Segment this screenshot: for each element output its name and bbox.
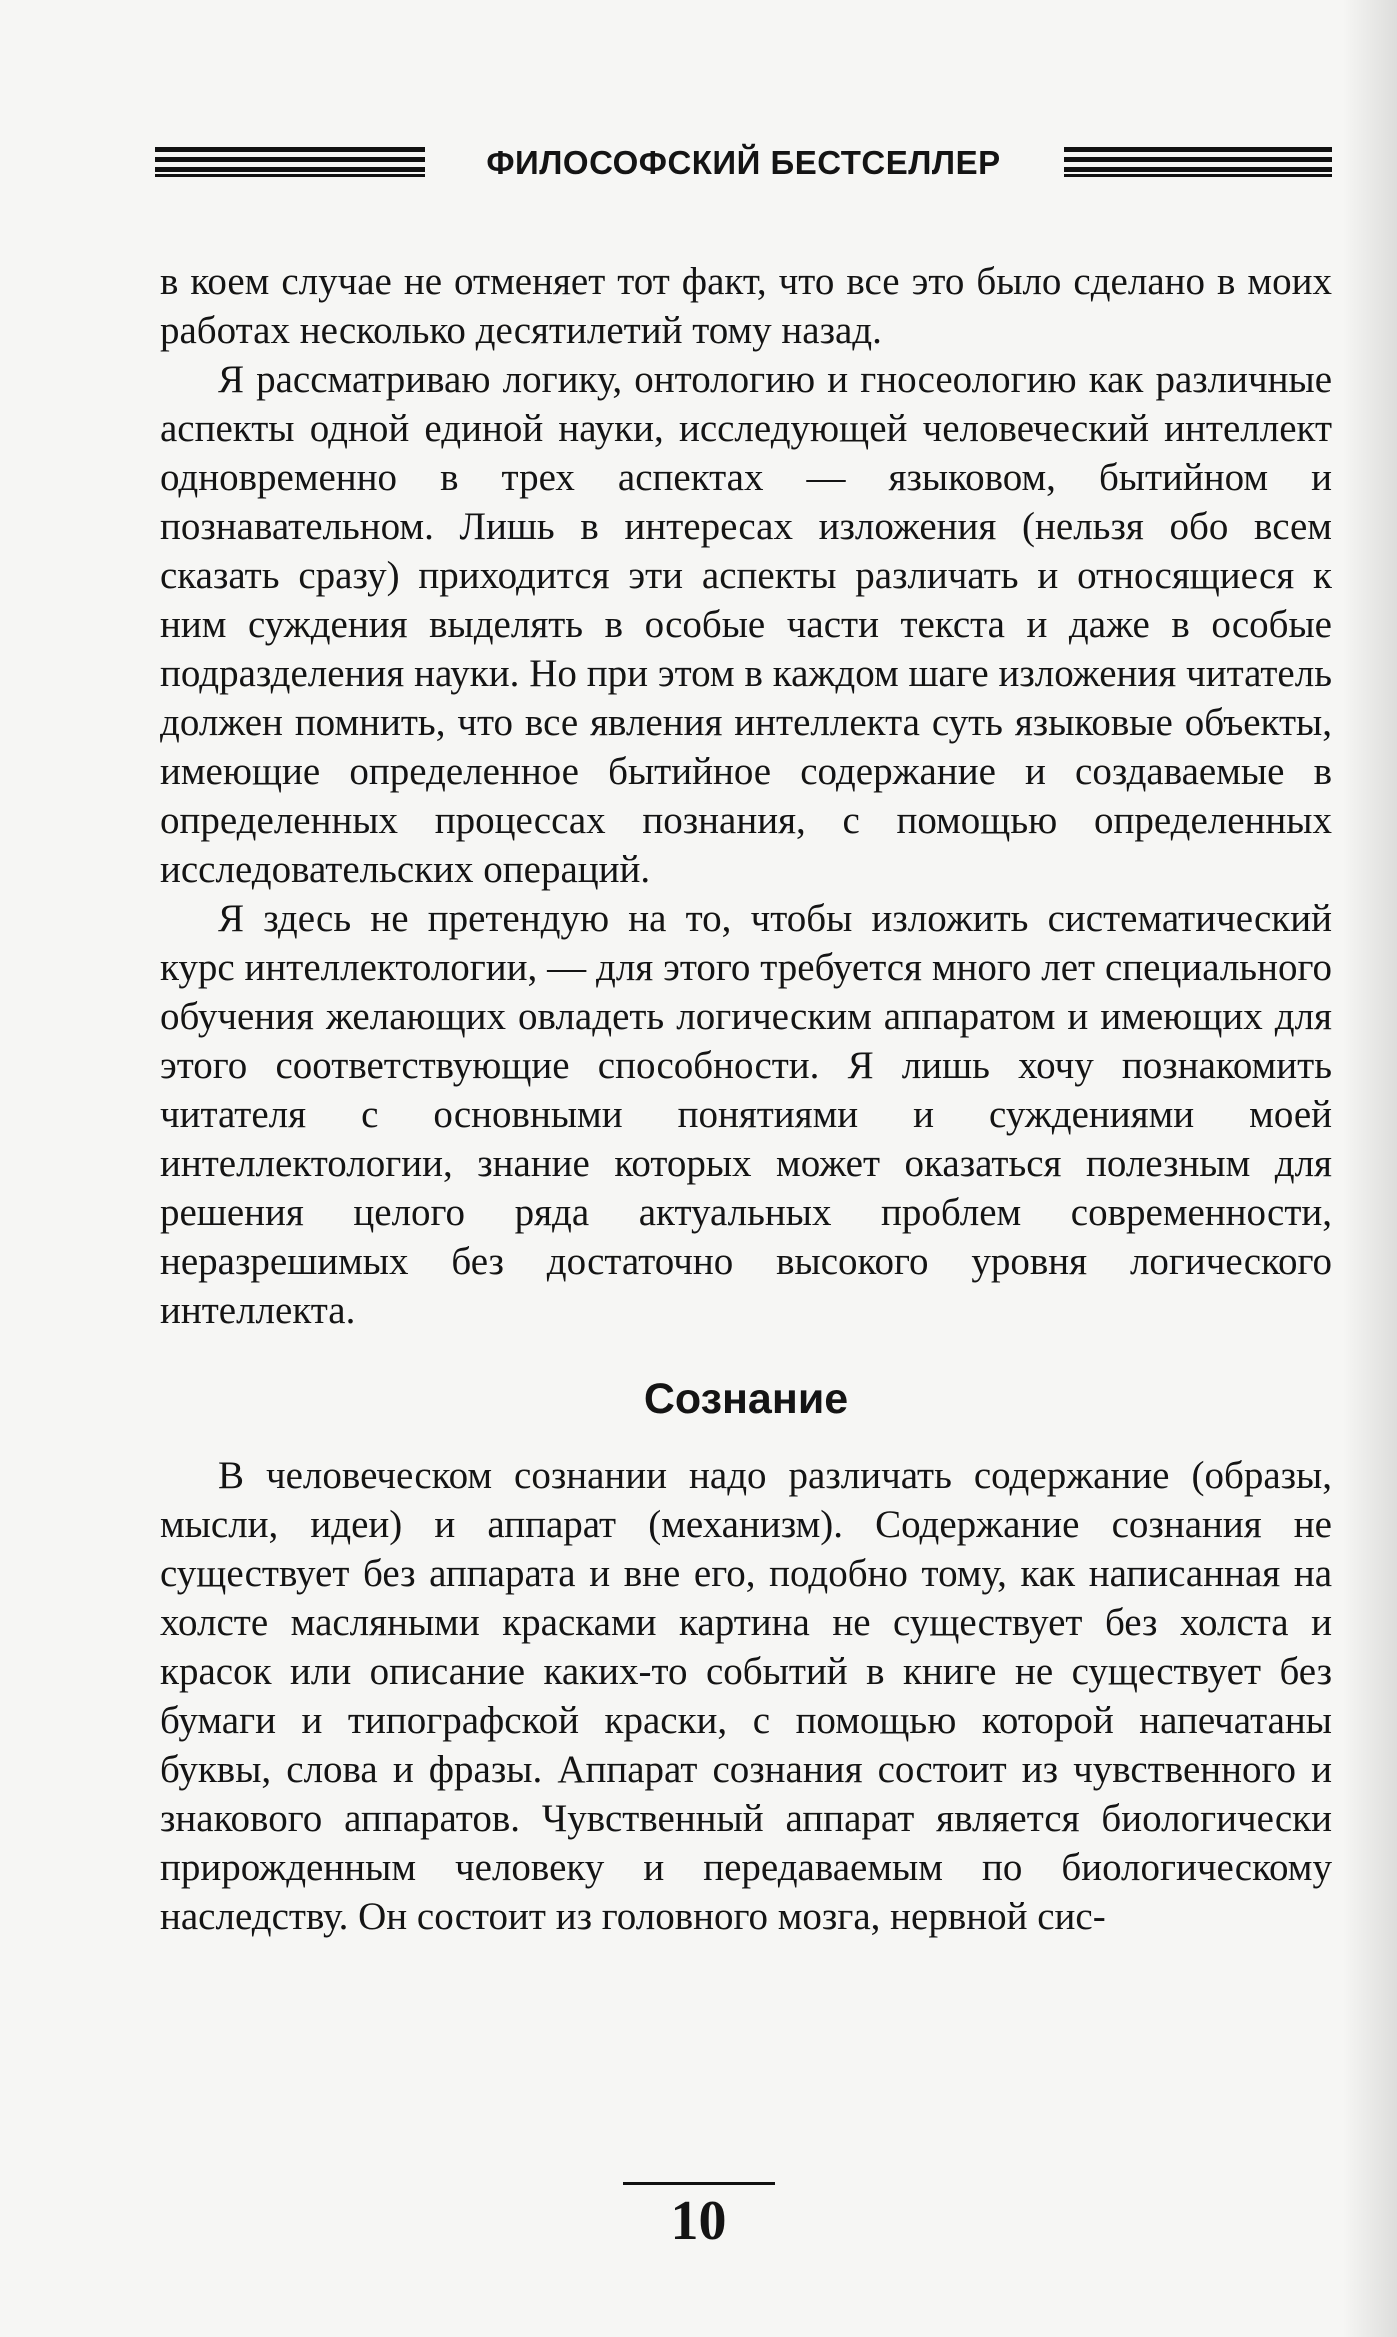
series-title: ФИЛОСОФСКИЙ БЕСТСЕЛЛЕР: [486, 144, 1001, 181]
scan-edge-shadow: [1342, 0, 1397, 2337]
running-header: [155, 140, 1332, 184]
header-rule-right: [1064, 147, 1332, 177]
footer-rule: [623, 2182, 775, 2185]
page-number: 10: [670, 2190, 727, 2252]
section-paragraph: В человеческом сознании надо различать содержание (образы, мысли, идеи) и аппарат (механизм). Содержание сознания не существует без аппарата и вне его, подобно тому, как написанная на холсте масляными красками картина не существует без холста и красок или описание каких-то событий в книге не существует без бумаги и типографской краски, с помощью которой напечатаны буквы, слова и фразы. Аппарат сознания состоит из чувственного и знакового аппаратов. Чувственный аппарат является биологически прирожденным человеку и передаваемым по биологическому наследству. Он состоит из головного мозга, нервной сис-: [160, 1454, 1332, 1938]
page-footer: [0, 2182, 1397, 2251]
paragraph: Я рассматриваю логику, онтологию и гносеологию как различные аспекты одной единой науки, исследующей человеческий интеллект одновременно в трех аспектах — языковом, бытийном и познавательном. Лишь в интересах изложения (нельзя обо всем сказать сразу) приходится эти аспекты различать и относящиеся к ним суждения выделять в особые части текста и даже в особые подразделения науки. Но при этом в каждом шаге изложения читатель должен помнить, что все явления интеллекта суть языковые объекты, имеющие определенное бытийное содержание и создаваемые в определенных процессах познания, с помощью определенных исследовательских операций.: [160, 358, 1332, 891]
paragraph: Я здесь не претендую на то, чтобы изложить систематический курс интеллектологии, — для этого требуется много лет специального обучения желающих овладеть логическим аппаратом и имеющих для этого соответствующие способности. Я лишь хочу познакомить читателя с основными понятиями и суждениями моей интеллектологии, знание которых может оказаться полезным для решения целого ряда актуальных проблем современности, неразрешимых без достаточно высокого уровня логического интеллекта.: [160, 897, 1332, 1332]
section-heading: Сознание: [643, 1375, 849, 1423]
page-body: [160, 257, 1332, 1941]
header-rule-left: [155, 147, 425, 177]
paragraph-continuation: в коем случае не отменяет тот факт, что все это было сделано в моих работах несколько десятилетий тому назад.: [160, 260, 1332, 352]
